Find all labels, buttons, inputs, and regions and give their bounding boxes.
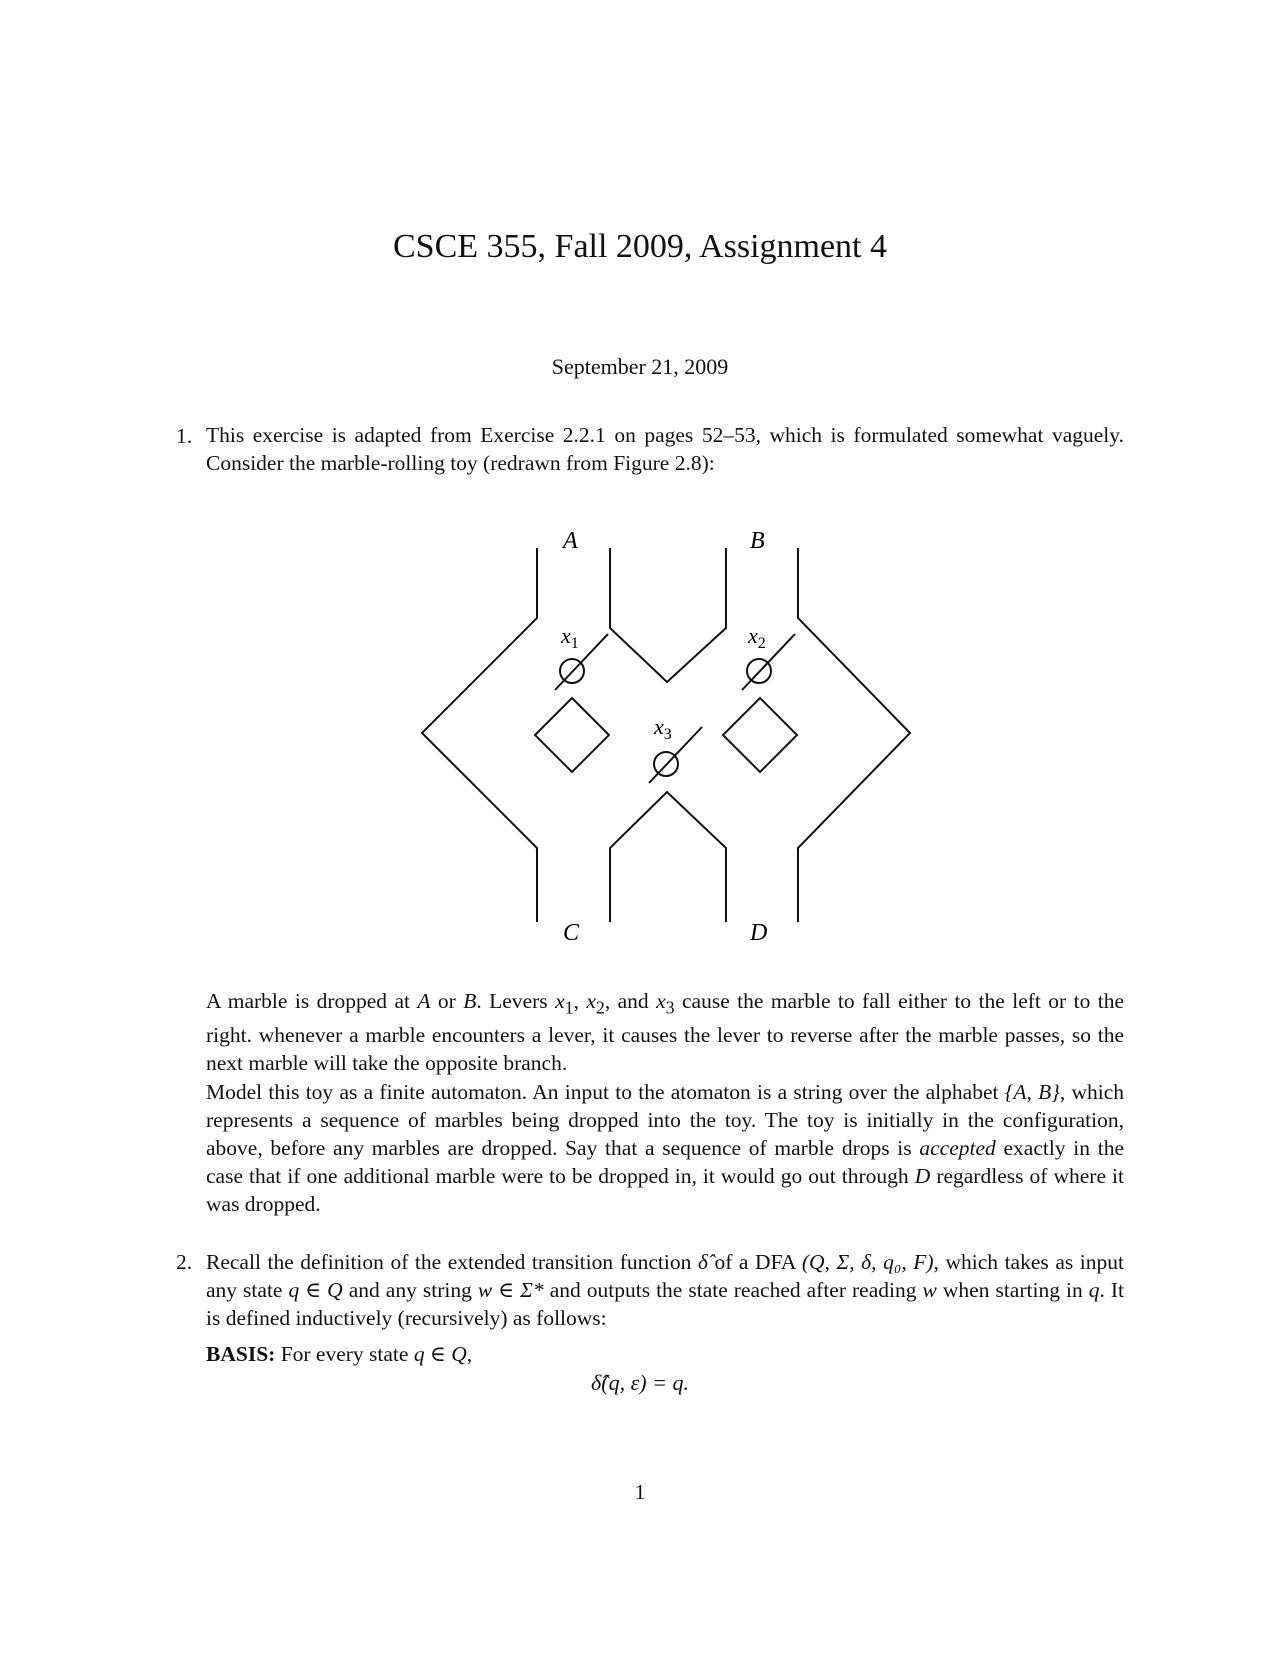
page-number: 1 bbox=[634, 1480, 646, 1504]
label-D: D bbox=[750, 920, 768, 946]
problem-1-intro: This exercise is adapted from Exercise 2.2.1 on pages 52–53, which is formulated somewhat vaguely. Consider the marble-rolling toy (redrawn from Figure 2.8): bbox=[206, 423, 1124, 475]
right-outer-wall bbox=[798, 548, 910, 922]
right-diamond bbox=[723, 698, 797, 772]
label-x3: $x_3$ bbox=[654, 714, 672, 743]
basis-equation: δ̂(q, ε) = q. bbox=[591, 1370, 689, 1395]
problem-1-paragraph-2: Model this toy as a finite automaton. An input to the atomaton is a string over the alphabet {A, B}, which represents a sequence of marbles being dropped into the toy. The toy is initially in the configuration, above, before any marbles are dropped. Say that a sequence of marble drops is accepted exactly in the case that if one additional marble were to be dropped in, it would go out through D regardless of where it was dropped. bbox=[206, 1080, 1125, 1216]
date: September 21, 2009 bbox=[551, 354, 729, 379]
problem-2-text: Recall the definition of the extended transition function δ̂ of a DFA (Q, Σ, δ, q₀, F), which takes as input any state q ∈ Q and any string w ∈ Σ* and outputs the state reached after reading w when starting in q. It is defined inductively (recursively) as follows: bbox=[206, 1250, 1124, 1330]
problem-2-number: 2. bbox=[176, 1250, 193, 1274]
top-center-v bbox=[610, 548, 726, 682]
page-title: CSCE 355, Fall 2009, Assignment 4 bbox=[393, 228, 887, 265]
label-A: A bbox=[563, 528, 578, 554]
left-outer-wall bbox=[422, 548, 537, 922]
label-B: B bbox=[750, 528, 765, 554]
basis-line: BASIS: For every state q ∈ Q, bbox=[206, 1342, 473, 1366]
label-C: C bbox=[563, 920, 580, 946]
label-x2: $x_2$ bbox=[748, 623, 766, 652]
problem-1-number: 1. bbox=[176, 424, 193, 448]
problem-1-paragraph-1: A marble is dropped at A or B. Levers $x_1$, $x_2$, and $x_3$ cause the marble to fall either to the left or to the right. whenever a marble encounters a lever, it causes the lever to reverse after the marble passes, so the next marble will take the opposite branch. bbox=[206, 989, 1125, 1076]
label-x1: $x_1$ bbox=[561, 623, 579, 652]
bottom-center-peak bbox=[610, 792, 726, 922]
left-diamond bbox=[535, 698, 609, 772]
